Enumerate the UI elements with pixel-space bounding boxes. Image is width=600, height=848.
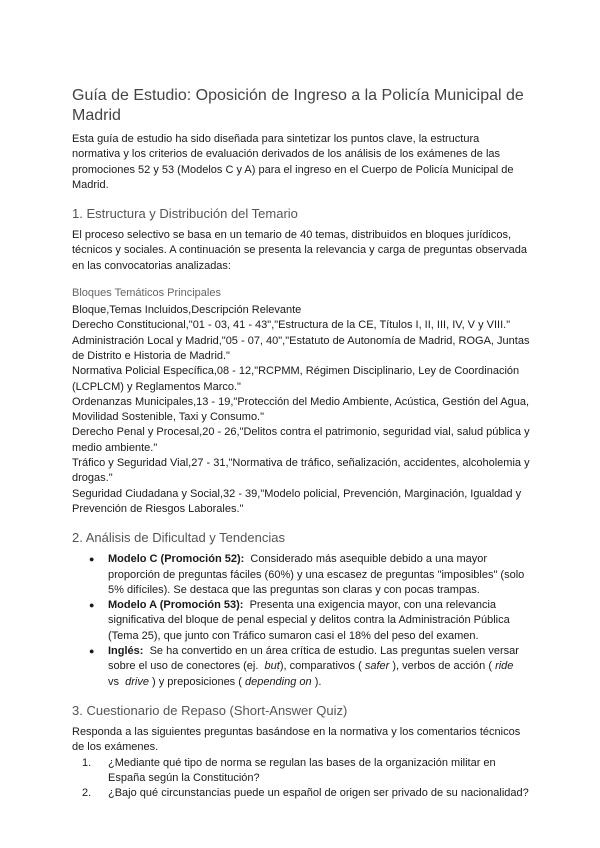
document-page [72, 86, 530, 801]
section-2-heading: 2. Análisis de Dificultad y Tendencias [72, 530, 285, 546]
question-number: 2. [82, 787, 92, 800]
quiz-question [82, 786, 530, 801]
csv-row: Bloque,Temas Incluidos,Descripción Relevante [72, 304, 302, 317]
quiz-question-list [72, 756, 530, 802]
quiz-question [82, 756, 530, 787]
question-text: ¿Bajo qué circunstancias puede un español de origen ser privado de su nacionalidad? [108, 787, 529, 800]
section-1-text: El proceso selectivo se basa en un temario de 40 temas, distribuidos en bloques jurídicos, técnicos y sociales. A continuación se presenta la relevancia y carga de preguntas observada en las convocatorias analizadas: [72, 229, 527, 272]
csv-row: Ordenanzas Municipales,13 - 19,"Protección del Medio Ambiente, Acústica, Gestión del Agua, Movilidad Sostenible, Taxi y Consumo." [72, 395, 529, 424]
bullet-label: Modelo C (Promoción 52): [108, 553, 245, 566]
intro-paragraph: Esta guía de estudio ha sido diseñada para sintetizar los puntos clave, la estructura normativa y los criterios de evaluación derivados de los análisis de los exámenes de las promociones 52 y 53 (Modelos C y A) para el ingreso en el Cuerpo de Policía Municipal de Madrid. [72, 133, 514, 191]
question-number: 1. [82, 756, 92, 769]
bullet-text: ) y preposiciones ( [152, 675, 242, 688]
csv-row: Normativa Policial Específica,08 - 12,"RCPMM, Régimen Disciplinario, Ley de Coordinación (LCPLCM) y Reglamentos Marco." [72, 365, 520, 393]
bullet-text: ). [314, 675, 322, 688]
blocks-csv-table [72, 303, 530, 517]
bullet-item-english [108, 644, 530, 690]
csv-row: Administración Local y Madrid,"05 - 07, 40","Estatuto de Autonomía de Madrid, ROGA, Juntas de Distrito e Historia de Madrid." [72, 334, 530, 362]
bullet-label: Modelo A (Promoción 53): [108, 599, 244, 612]
bullet-text: ), comparativos ( [279, 660, 362, 673]
bullet-item-model-a [108, 598, 530, 644]
bullet-text: ), verbos de acción ( [392, 660, 493, 673]
section-3-heading: 3. Cuestionario de Repaso (Short-Answer Quiz) [72, 702, 348, 718]
section-1-subheading: Bloques Temáticos Principales [72, 287, 221, 300]
question-text: ¿Mediante qué tipo de norma se regulan las bases de la organización militar en España según la Constitución? [108, 756, 496, 784]
bullet-text: Se ha convertido en un área crítica de estudio. Las preguntas suelen versar sobre el uso de conectores (ej. [108, 645, 519, 673]
bullet-text: vs [108, 675, 119, 688]
document-title: Guía de Estudio: Oposición de Ingreso a la Policía Municipal de Madrid [72, 87, 524, 124]
bullet-emphasis: ride [495, 660, 514, 673]
csv-row: Seguridad Ciudadana y Social,32 - 39,"Modelo policial, Prevención, Marginación, Igualdad y Prevención de Riesgos Laborales." [72, 487, 522, 515]
bullet-emphasis: but [264, 660, 280, 673]
section-3-text: Responda a las siguientes preguntas basándose en la normativa y los comentarios técnicos de los exámenes. [72, 725, 521, 754]
bullet-label: Inglés: [108, 645, 144, 658]
csv-row: Derecho Constitucional,"01 - 03, 41 - 43","Estructura de la CE, Títulos I, II, III, IV, V y VIII." [72, 319, 511, 332]
bullet-emphasis: safer [364, 660, 390, 673]
section-1-heading: 1. Estructura y Distribución del Temario [72, 206, 298, 222]
bullet-item-model-c [108, 552, 530, 598]
bullet-emphasis: depending on [244, 675, 312, 688]
csv-row: Derecho Penal y Procesal,20 - 26,"Delitos contra el patrimonio, seguridad vial, salud pública y medio ambiente." [72, 426, 530, 454]
difficulty-bullet-list [72, 552, 530, 690]
bullet-text: Presenta una exigencia mayor, con una relevancia significativa del bloque de penal especial y delitos contra la Administración Pública (Tema 25), que junto con Tráfico sumaron casi el 18% del peso del examen. [108, 599, 510, 642]
csv-row: Tráfico y Seguridad Vial,27 - 31,"Normativa de tráfico, señalización, accidentes, alcoholemia y drogas." [72, 457, 530, 485]
bullet-text: Considerado más asequible debido a una mayor proporción de preguntas fáciles (60%) y una escasez de preguntas "imposibles" (solo 5% difíciles). Se destaca que las preguntas son claras y con pocas trampas. [108, 553, 525, 596]
bullet-emphasis: drive [125, 675, 149, 688]
